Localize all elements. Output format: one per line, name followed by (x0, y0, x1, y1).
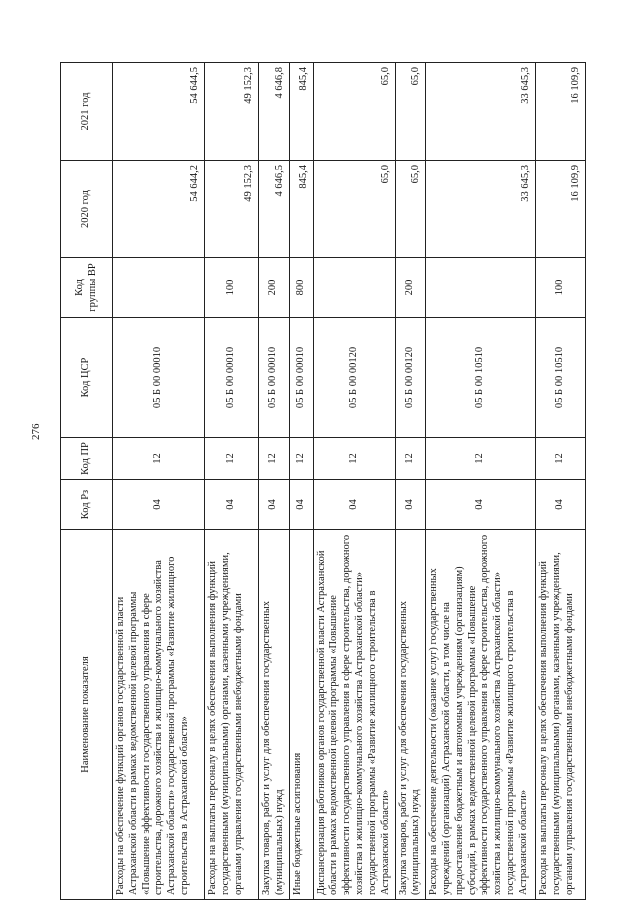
row-2021: 54 644,5 (113, 63, 205, 161)
row-2021: 49 152,3 (205, 63, 259, 161)
row-vr: 800 (289, 258, 313, 318)
table-row (289, 63, 313, 900)
row-2021: 4 646,8 (259, 63, 290, 161)
row-2021: 33 645,3 (426, 63, 536, 161)
row-name: Расходы на обеспечение деятельности (оказание услуг) государственных учреждений (организаций) Астраханской области, в том числе на предоставление бюджетным и автономным учреждениям (организациям) субсидий, в рамках ведомственной целевой программы «Повышение эффективности государственного управления в сфере строительства, дорожного хозяйства и жилищно-коммунального хозяйства Астраханской области» государственной программы «Развитие жилищного строительства в Астраханской области» (426, 530, 536, 900)
row-rz: 04 (289, 480, 313, 530)
row-name: Иные бюджетные ассигнования (289, 530, 313, 900)
table-row (113, 63, 205, 900)
header-2020: 2020 год (61, 161, 113, 258)
row-vr (113, 258, 205, 318)
table-row (395, 63, 426, 900)
header-csr: Код ЦСР (61, 318, 113, 438)
table-row (259, 63, 290, 900)
row-name: Расходы на выплаты персоналу в целях обеспечения выполнения функций государственными (муниципальными) органами, казенными учреждениями, органами управления государственными внебюджетными фондами (536, 530, 586, 900)
row-rz: 04 (205, 480, 259, 530)
table-row (426, 63, 536, 900)
header-name: Наименование показателя (61, 530, 113, 900)
header-vr: Код группы ВР (61, 258, 113, 318)
table-row (205, 63, 259, 900)
row-csr: 05 Б 00 00120 (313, 318, 395, 438)
row-vr: 200 (395, 258, 426, 318)
row-2020: 4 646,5 (259, 161, 290, 258)
table-row (313, 63, 395, 900)
row-name: Диспансеризация работников органов государственной власти Астраханской области в рамках ведомственной целевой программы «Повышение эффективности государственного управления в сфере строительства, дорожного хозяйства и жилищно-коммунального хозяйства Астраханской области» государственной программы «Развитие жилищного строительства в Астраханской области» (313, 530, 395, 900)
row-pr: 12 (395, 438, 426, 480)
row-2021: 16 109,9 (536, 63, 586, 161)
header-rz: Код Рз (61, 480, 113, 530)
row-vr: 100 (205, 258, 259, 318)
row-pr: 12 (313, 438, 395, 480)
row-2020: 33 645,3 (426, 161, 536, 258)
table-header-row (61, 63, 113, 900)
row-2020: 65,0 (395, 161, 426, 258)
row-vr: 100 (536, 258, 586, 318)
row-pr: 12 (426, 438, 536, 480)
row-rz: 04 (536, 480, 586, 530)
row-rz: 04 (395, 480, 426, 530)
row-pr: 12 (536, 438, 586, 480)
row-pr: 12 (205, 438, 259, 480)
page-number: 276 (30, 423, 42, 440)
row-rz: 04 (313, 480, 395, 530)
row-vr: 200 (259, 258, 290, 318)
row-csr: 05 Б 00 00120 (395, 318, 426, 438)
row-pr: 12 (259, 438, 290, 480)
row-name: Закупка товаров, работ и услуг для обеспечения государственных (муниципальных) нужд (395, 530, 426, 900)
row-2020: 845,4 (289, 161, 313, 258)
row-csr: 05 Б 00 10510 (536, 318, 586, 438)
row-2020: 54 644,2 (113, 161, 205, 258)
row-vr (426, 258, 536, 318)
row-csr: 05 Б 00 00010 (259, 318, 290, 438)
row-2020: 16 109,9 (536, 161, 586, 258)
row-2021: 65,0 (313, 63, 395, 161)
row-name: Расходы на обеспечение функций органов государственной власти Астраханской области в рамках ведомственной целевой программы «Повышение эффективности государственного управления в сфере строительства, дорожного хозяйства и жилищно-коммунального хозяйства Астраханской области» государственной программы «Развитие жилищного строительства в Астраханской области» (113, 530, 205, 900)
row-pr: 12 (113, 438, 205, 480)
budget-table-container (60, 63, 580, 900)
row-2021: 845,4 (289, 63, 313, 161)
row-2020: 49 152,3 (205, 161, 259, 258)
header-pr: Код ПР (61, 438, 113, 480)
row-pr: 12 (289, 438, 313, 480)
row-rz: 04 (113, 480, 205, 530)
row-vr (313, 258, 395, 318)
row-csr: 05 Б 00 00010 (289, 318, 313, 438)
header-2021: 2021 год (61, 63, 113, 161)
row-name: Закупка товаров, работ и услуг для обеспечения государственных (муниципальных) нужд (259, 530, 290, 900)
table-row (536, 63, 586, 900)
row-csr: 05 Б 00 10510 (426, 318, 536, 438)
row-rz: 04 (259, 480, 290, 530)
row-rz: 04 (426, 480, 536, 530)
budget-table (60, 62, 586, 900)
row-name: Расходы на выплаты персоналу в целях обеспечения выполнения функций государственными (муниципальными) органами, казенными учреждениями, органами управления государственными внебюджетными фондами (205, 530, 259, 900)
row-csr: 05 Б 00 00010 (113, 318, 205, 438)
row-2020: 65,0 (313, 161, 395, 258)
row-csr: 05 Б 00 00010 (205, 318, 259, 438)
row-2021: 65,0 (395, 63, 426, 161)
